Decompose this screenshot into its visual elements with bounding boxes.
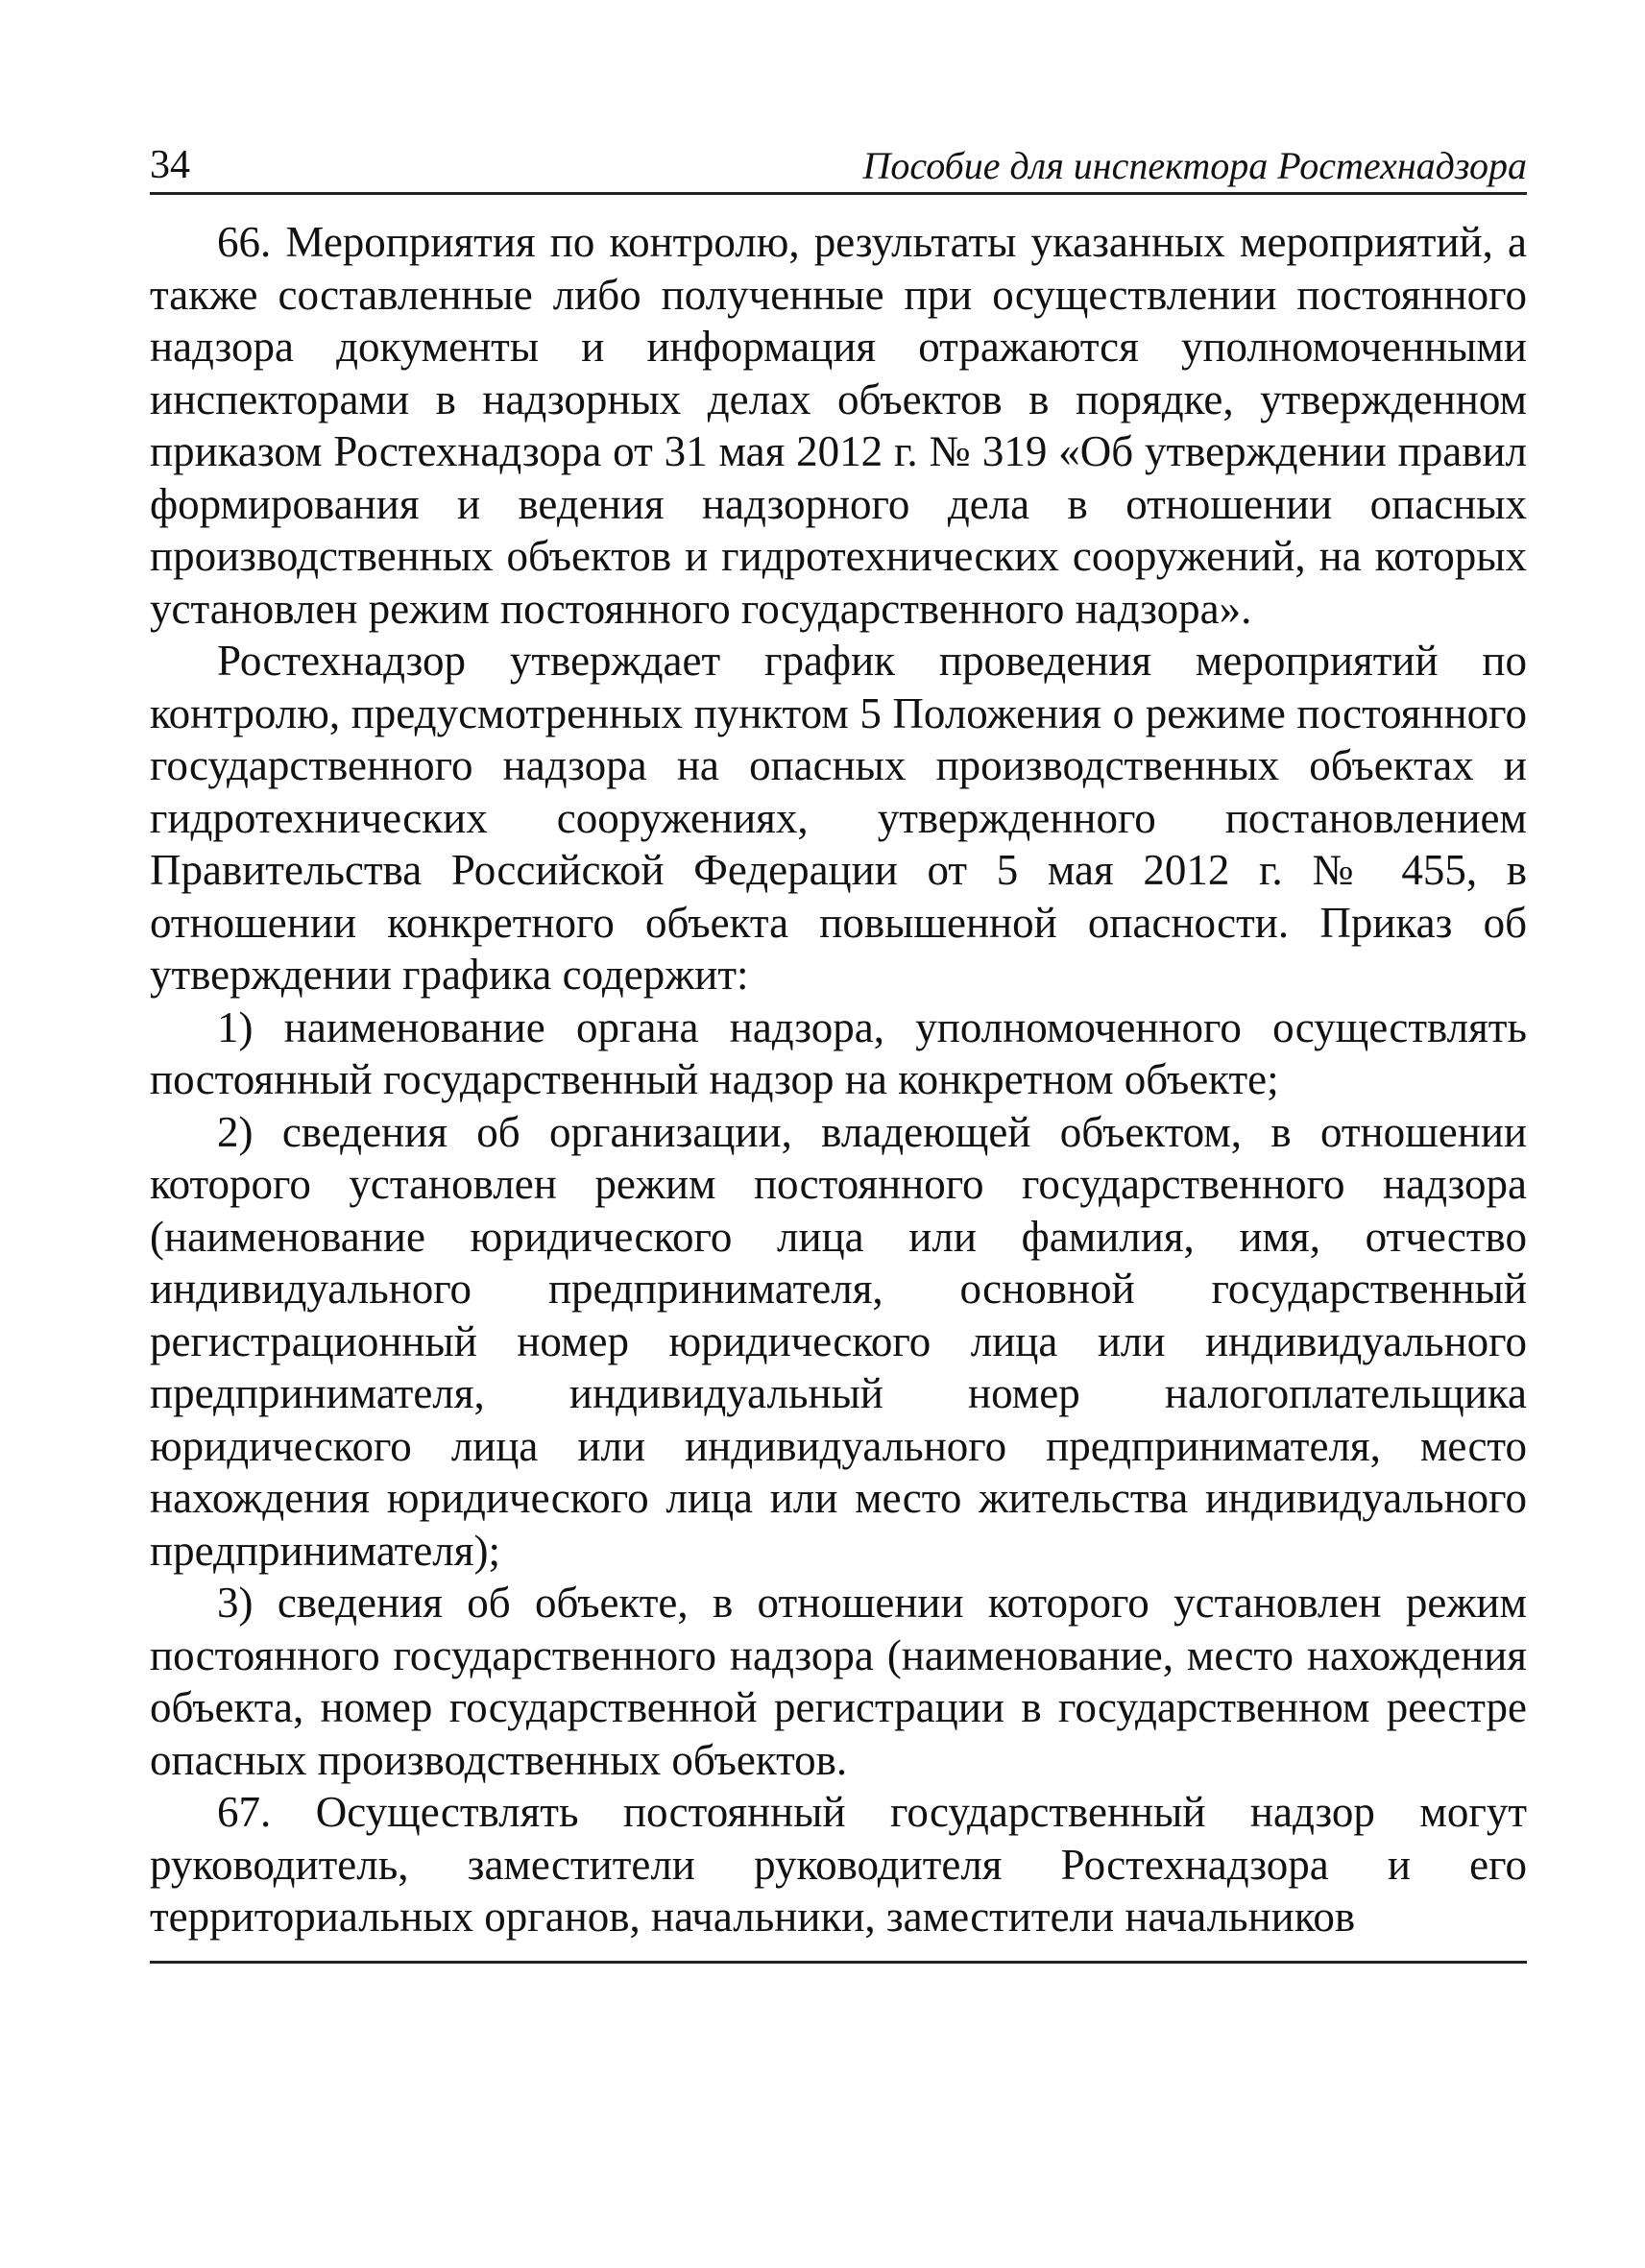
bottom-divider bbox=[150, 1961, 1527, 1964]
list-item-2: 2) сведения об организации, владеющей объектом, в отношении которого установлен режим постоянного государственного надзора (наименование юридического лица или фамилия, имя, отчество индивидуального предпринимателя, основной государственный регистрационный номер юридического лица или индивидуального предпринимателя, индивидуальный номер налогоплательщика юридического лица или индивидуального предпринимателя, место нахождения юридического лица или место жительства индивидуального предпринимателя); bbox=[150, 1107, 1527, 1575]
document-page bbox=[150, 134, 1527, 1964]
list-item-1: 1) наименование органа надзора, уполномоченного осуществлять постоянный государственный надзор на конкретном объекте; bbox=[150, 1002, 1527, 1103]
page-header bbox=[150, 134, 1527, 195]
body-text bbox=[150, 216, 1527, 1943]
paragraph-67: 67. Осуществлять постоянный государственный надзор могут руководитель, заместители руководителя Ростехнадзора и его территориальных органов, начальники, заместители начальников bbox=[150, 1788, 1527, 1941]
list-item-3: 3) сведения об объекте, в отношении которого установлен режим постоянного государственного надзора (наименование, место нахождения объекта, номер государственной регистрации в государственном реестре опасных производственных объектов. bbox=[150, 1579, 1527, 1784]
paragraph-66: 66. Мероприятия по контролю, результаты указанных мероприятий, а также составленные либо полученные при осуществлении постоянного надзора документы и информация отражаются уполномоченными инспекторами в надзорных делах объектов в порядке, утвержденном приказом Ростехнадзора от 31 мая 2012 г. № 319 «Об утверждении правил формирования и ведения надзорного дела в отношении опасных производственных объектов и гидротехнических сооружений, на которых установлен режим постоянного государственного надзора». bbox=[150, 218, 1527, 633]
running-title: Пособие для инспектора Ростехнадзора bbox=[862, 144, 1527, 187]
paragraph-schedule: Ростехнадзор утверждает график проведения мероприятий по контролю, предусмотренных пунктом 5 Положения о режиме постоянного государственного надзора на опасных производственных объектах и гидротехнических сооружениях, утвержденного постановлением Правительства Российской Федерации от 5 мая 2012 г. № 455, в отношении конкретного объекта повышенной опасности. Приказ об утверждении графика содержит: bbox=[150, 637, 1527, 999]
page-number: 34 bbox=[150, 143, 190, 187]
